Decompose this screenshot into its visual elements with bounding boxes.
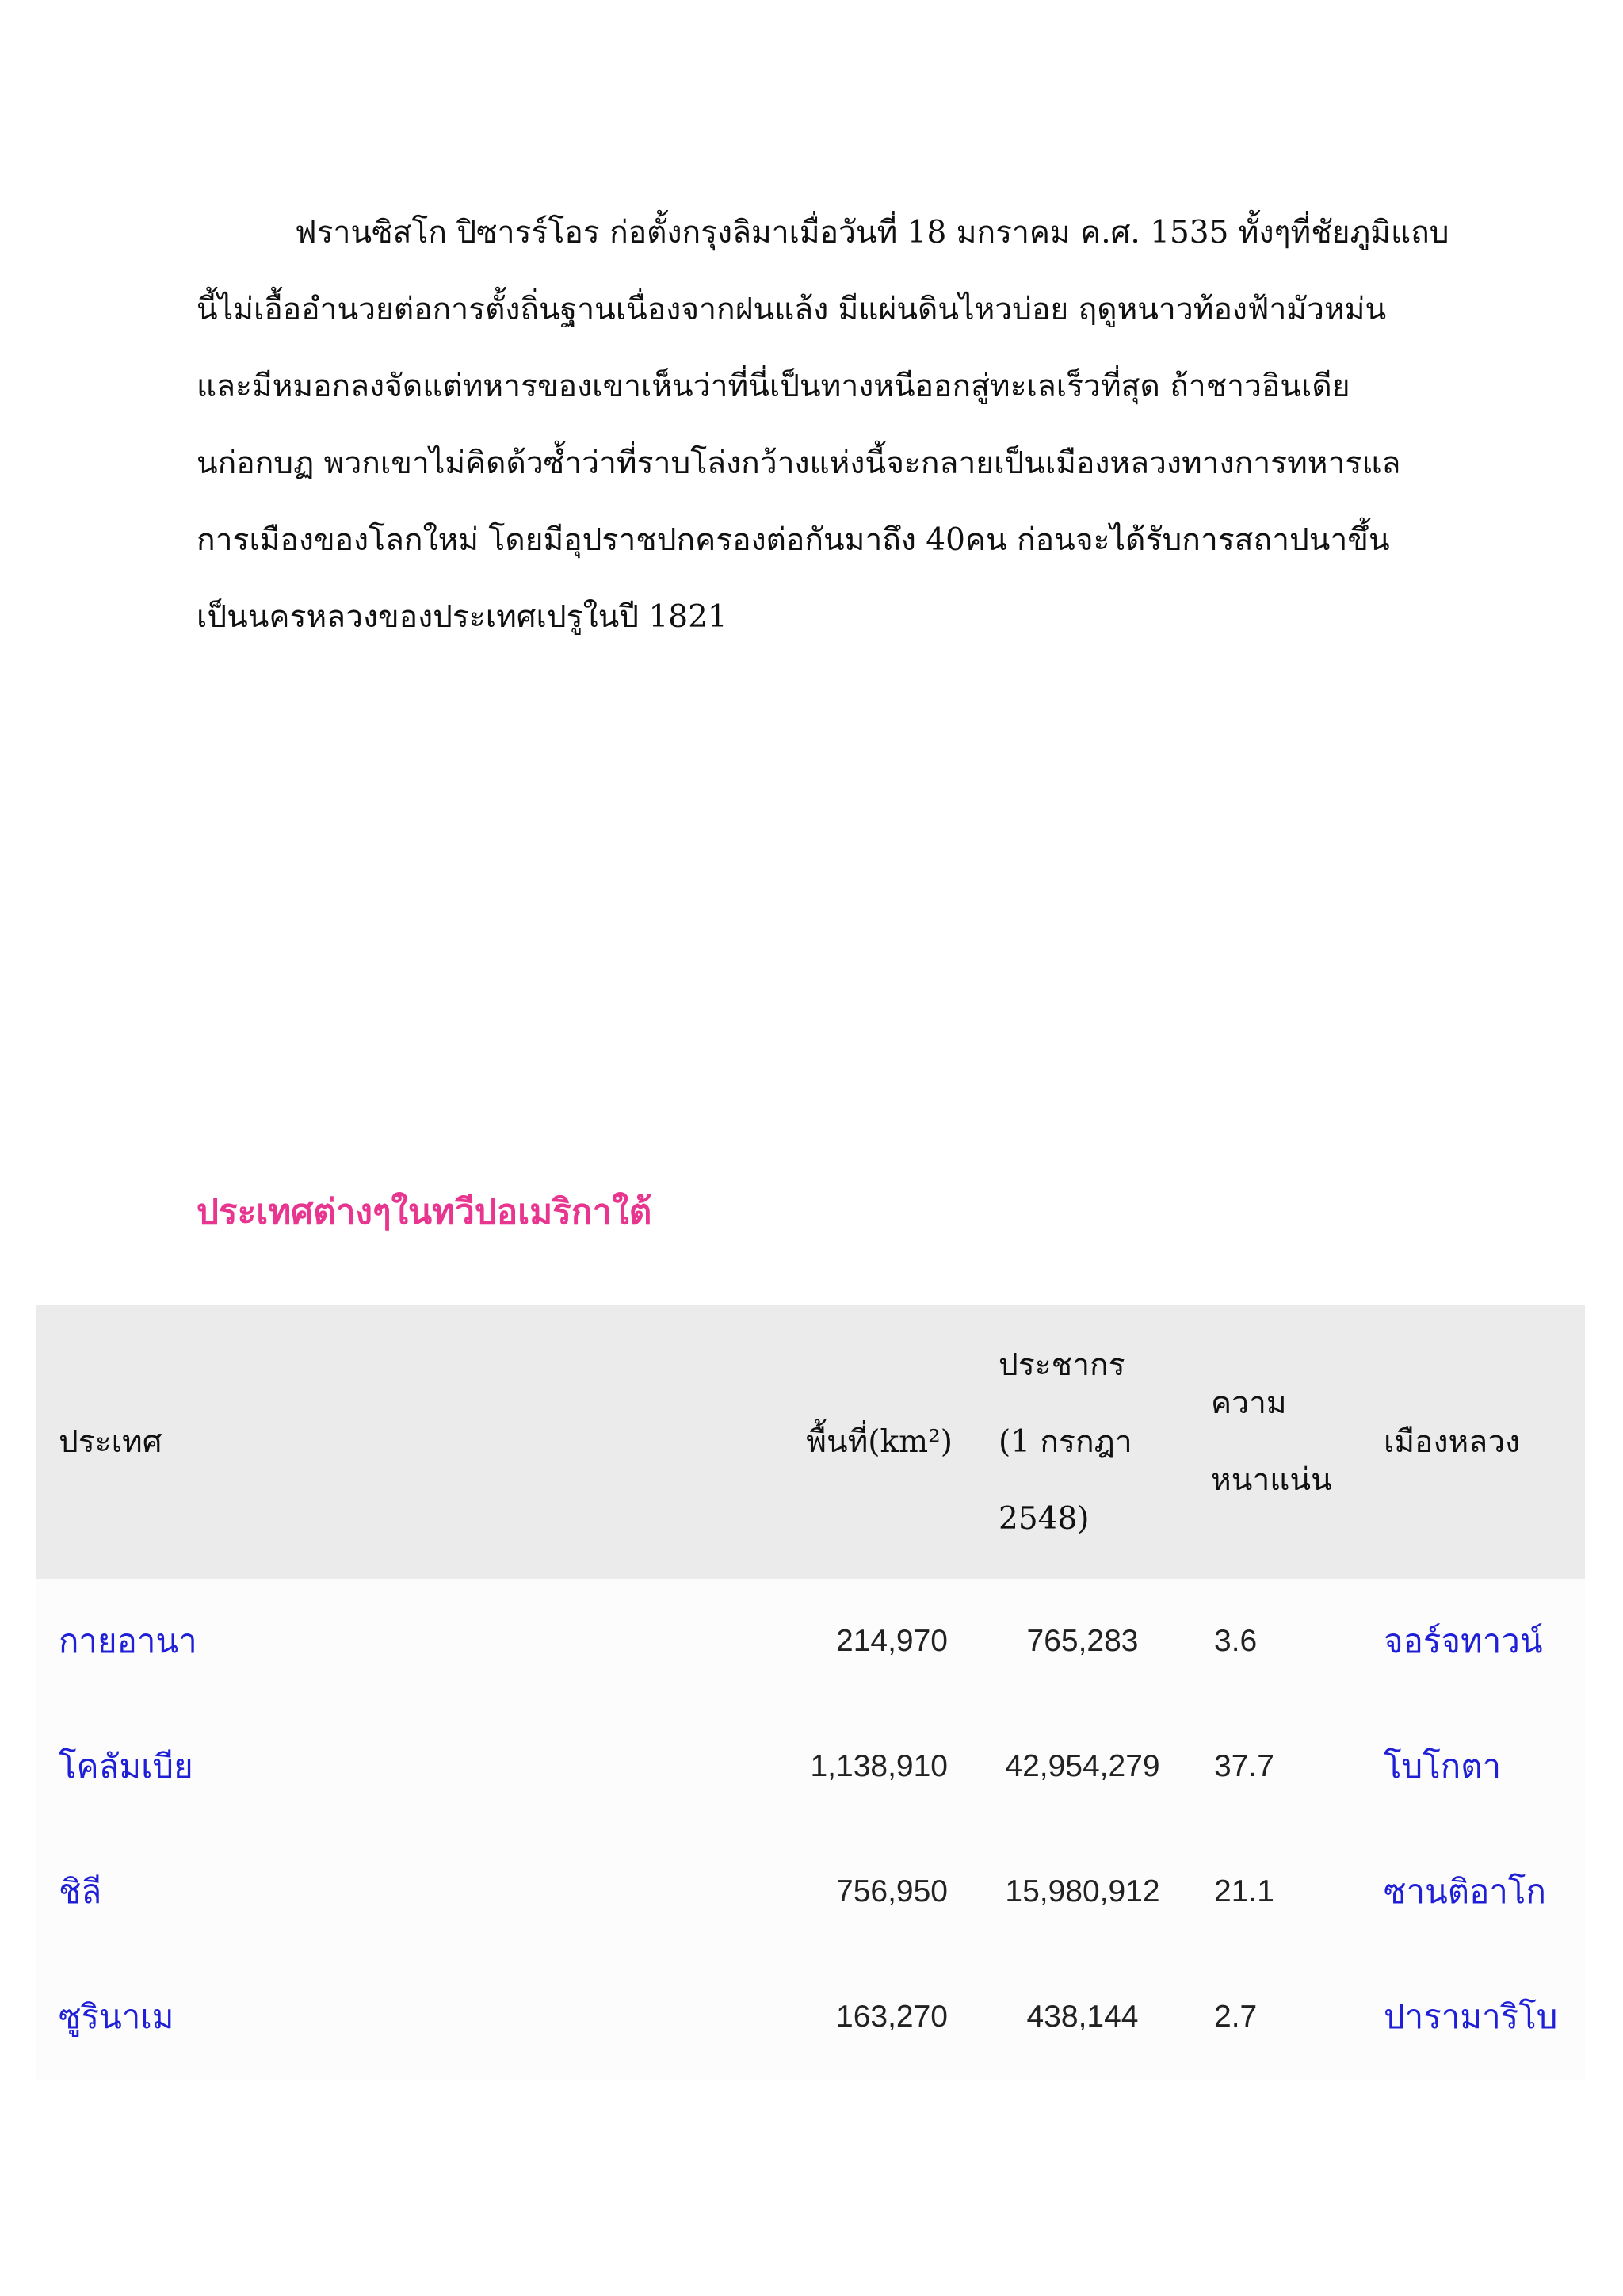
country-link[interactable]: ซูรินาเม xyxy=(59,1997,174,2036)
countries-table xyxy=(36,1305,1585,2080)
population-value: 15,980,912 xyxy=(1005,1874,1160,1908)
area-value: 163,270 xyxy=(836,2000,948,2034)
header-country: ประเทศ xyxy=(59,1423,162,1460)
density-value: 3.6 xyxy=(1214,1624,1258,1658)
table-header-row xyxy=(36,1305,1585,1579)
header-population xyxy=(976,1305,1189,1579)
paragraph-line: นี้ไม่เอื้ออำนวยต่อการตั้งถิ่นฐานเนื่องจากฝนแล้ง มีแผ่นดินไหวบ่อย ฤดูหนาวท้องฟ้ามัวหม่น xyxy=(197,292,1387,327)
section-heading: ประเทศต่างๆในทวีปอเมริกาใต้ xyxy=(197,1192,652,1232)
intro-paragraph xyxy=(197,201,1449,663)
table-row xyxy=(36,1704,1585,1829)
capital-link[interactable]: ซานติอาโก xyxy=(1384,1872,1546,1911)
density-value: 2.7 xyxy=(1214,2000,1258,2034)
paragraph-line: การเมืองของโลกใหม่ โดยมีอุปราชปกครองต่อกันมาถึง 40คน ก่อนจะได้รับการสถาปนาขึ้น xyxy=(197,522,1390,558)
country-link[interactable]: โคลัมเบีย xyxy=(59,1747,193,1786)
paragraph-line: นก่อกบฏ พวกเขาไม่คิดด้วซ้ำว่าที่ราบโล่งกว้างแห่งนี้จะกลายเป็นเมืองหลวงทางการทหารแล xyxy=(197,445,1401,481)
header-population-line: 2548) xyxy=(999,1500,1090,1537)
header-density-line: ความ xyxy=(1211,1385,1287,1421)
capital-link[interactable]: ปารามาริโบ xyxy=(1384,1997,1558,2036)
country-link[interactable]: ชิลี xyxy=(59,1872,102,1911)
header-density-line: หนาแน่น xyxy=(1211,1462,1332,1498)
capital-link[interactable]: โบโกตา xyxy=(1384,1747,1502,1786)
table-row xyxy=(36,1829,1585,1954)
header-density xyxy=(1189,1305,1361,1579)
capital-link[interactable]: จอร์จทาวน์ xyxy=(1384,1622,1543,1660)
population-value: 42,954,279 xyxy=(1005,1749,1160,1783)
table-row xyxy=(36,1579,1585,1704)
countries-table-container xyxy=(36,1305,1585,2080)
paragraph-line: เป็นนครหลวงของประเทศเปรูในปี 1821 xyxy=(197,599,727,635)
density-value: 37.7 xyxy=(1214,1749,1274,1783)
paragraph-line: ฟรานซิสโก ปิซารร์โอร ก่อตั้งกรุงลิมาเมื่อวันที่ 18 มกราคม ค.ศ. 1535 ทั้งๆที่ชัยภูมิแถบ xyxy=(295,215,1449,250)
table-row xyxy=(36,1954,1585,2080)
area-value: 1,138,910 xyxy=(810,1749,948,1783)
header-population-line: (1 กรกฎา xyxy=(999,1423,1132,1460)
area-value: 756,950 xyxy=(836,1874,948,1908)
header-capital: เมืองหลวง xyxy=(1384,1423,1521,1460)
paragraph-line: และมีหมอกลงจัดแต่ทหารของเขาเห็นว่าที่นี่เป็นทางหนีออกสู่ทะเลเร็วที่สุด ถ้าชาวอินเดีย xyxy=(197,369,1350,404)
area-value: 214,970 xyxy=(836,1624,948,1658)
header-area: พื้นที่(km²) xyxy=(806,1423,953,1460)
country-link[interactable]: กายอานา xyxy=(59,1622,197,1660)
header-population-line: ประชากร xyxy=(999,1347,1125,1383)
population-value: 765,283 xyxy=(1026,1624,1139,1658)
population-value: 438,144 xyxy=(1026,2000,1139,2034)
density-value: 21.1 xyxy=(1214,1874,1274,1908)
